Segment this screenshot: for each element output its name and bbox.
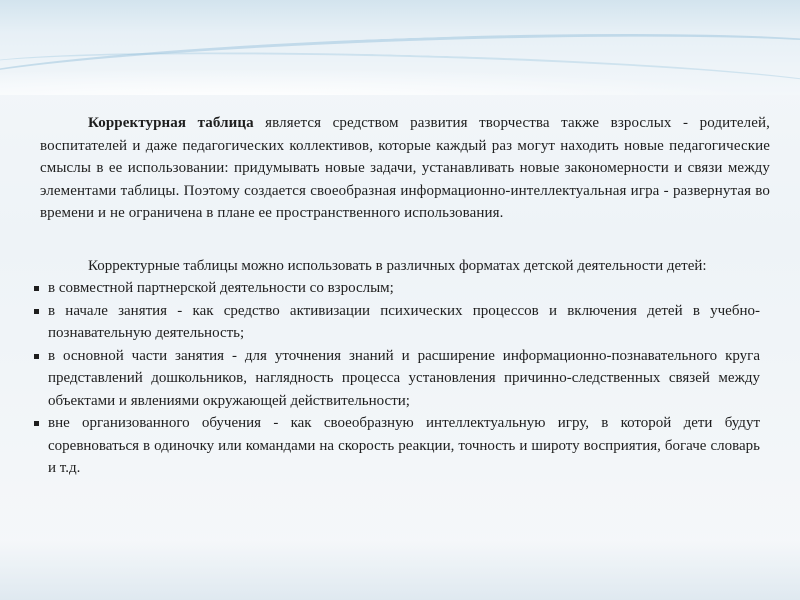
paragraph-correction-table xyxy=(40,112,770,225)
header-decoration xyxy=(0,0,800,95)
list-item xyxy=(40,412,760,480)
list-item-text: в начале занятия - как средство активизации психических процессов и включения детей в учебно-познавательную деятельность; xyxy=(48,302,760,341)
list-item-text: вне организованного обучения - как своеобразную интеллектуальную игру, в которой дети будут соревноваться в одиночку или командами на скорость реакции, точность и широту восприятия, богаче словарь и т.д. xyxy=(48,415,760,476)
footer-decoration xyxy=(0,540,800,600)
paragraph-usage-intro: Корректурные таблицы можно использовать в различных форматах детской деятельности детей: xyxy=(88,257,707,274)
list-item xyxy=(40,277,760,300)
bullet-icon xyxy=(34,421,39,426)
slide-content xyxy=(40,112,770,480)
bullet-icon xyxy=(34,354,39,359)
bullet-icon xyxy=(34,309,39,314)
paragraph-lead: Корректурная таблица xyxy=(88,115,254,131)
list-item xyxy=(40,345,760,413)
list-item-text: в совместной партнерской деятельности со взрослым; xyxy=(48,280,394,296)
list-item xyxy=(40,300,760,345)
paragraph-text: является средством развития творчества также взрослых - родителей, воспитателей и даже педагогических коллективов, которые каждый раз могут находить новые педагогические смыслы в ее использовании: придумывать новые задачи, устанавливать новые закономерности и связи между элементами таблицы. Поэтому создается своеобразная информационно-интеллектуальная игра - развернутая во времени и не ограничена в плане ее пространственного использования. xyxy=(40,115,770,221)
usage-list xyxy=(40,277,770,480)
list-item-text: в основной части занятия - для уточнения знаний и расширение информационно-познавательного круга представлений дошкольников, наглядность процесса установления причинно-следственных связей между объектами и явлениями окружающей действительности; xyxy=(48,347,760,409)
bullet-icon xyxy=(34,286,39,291)
